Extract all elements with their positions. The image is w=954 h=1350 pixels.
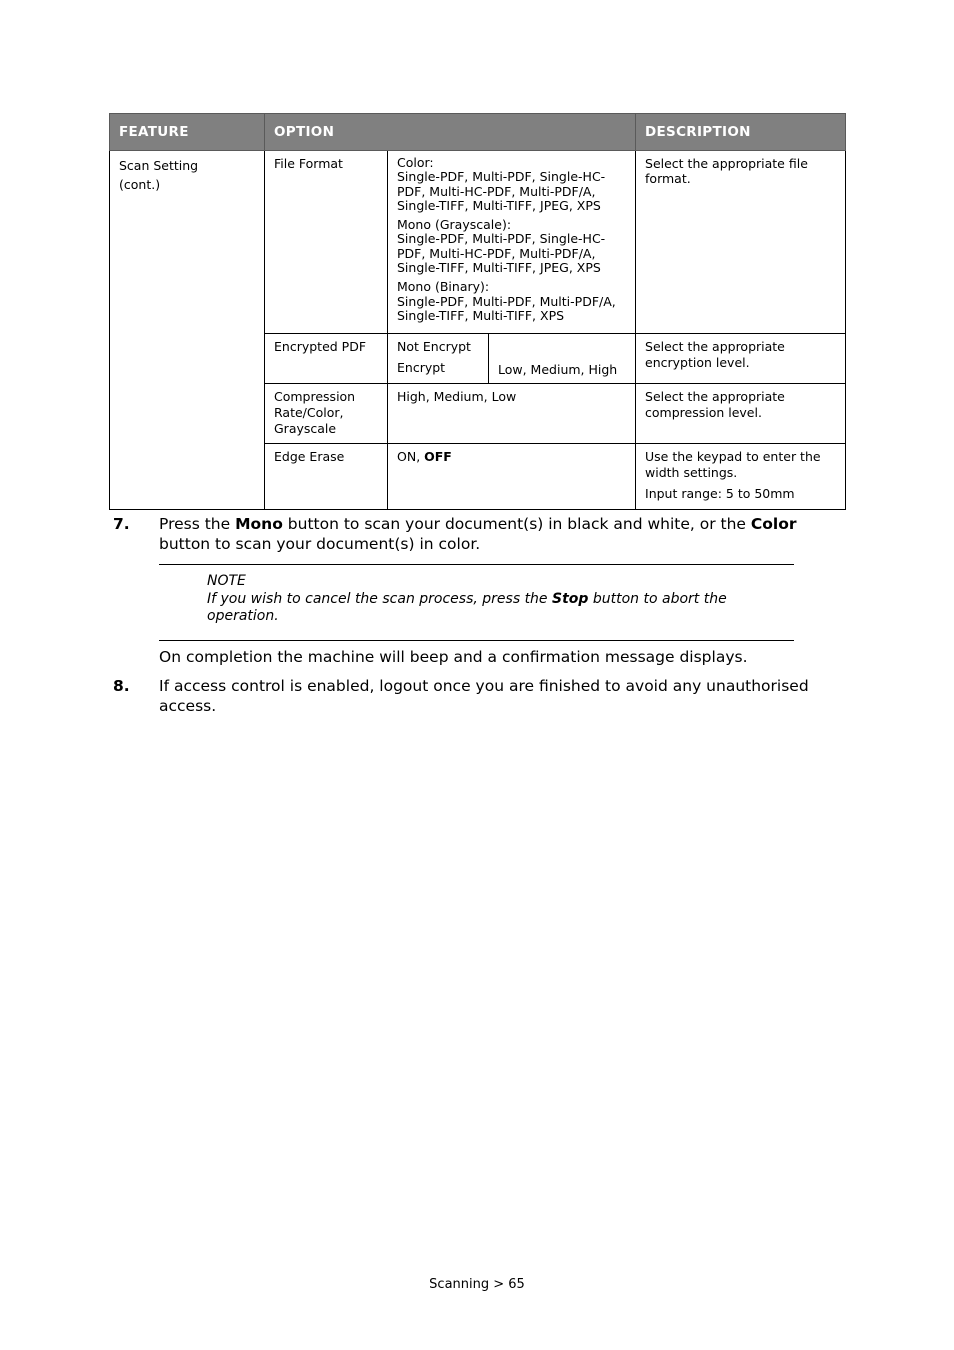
step-text-part: button to scan your document(s) in black and white, or the [282,515,751,533]
step-text [159,514,843,554]
mono-button-ref: Mono [235,515,283,533]
description-line: Select the appropriate [645,339,785,354]
note-title: NOTE [207,573,246,589]
step-text [159,676,843,716]
value-off: OFF [424,449,452,464]
option-label: Encrypted PDF [274,339,367,354]
description-line: Input range: 5 to 50mm [645,486,795,501]
value-line: Encrypt [397,360,446,375]
option-label: Grayscale [274,421,337,436]
value-group-grayscale [397,218,626,275]
table-row [110,151,846,334]
value-line: PDF, Multi-HC-PDF, Multi-PDF/A, [397,245,596,261]
feature-line: (cont.) [119,177,161,192]
table-header-row [110,114,846,151]
header-option: OPTION [265,114,636,151]
value-line: Color: [397,155,434,170]
description-line: Select the appropriate [645,389,785,404]
value-on: ON, [397,449,425,464]
value-line: Single-PDF, Multi-PDF, Single-HC- [397,169,606,185]
option-label: Rate/Color, [274,405,344,420]
step-text-part: If access control is enabled, logout once you are finished to avoid any unauthorised [159,677,809,695]
value-line: Single-TIFF, Multi-TIFF, XPS [397,307,565,323]
value-line: PDF, Multi-HC-PDF, Multi-PDF/A, [397,183,596,199]
value-line: High, Medium, Low [397,389,517,404]
values-cell-right [489,334,636,384]
value-line: Single-PDF, Multi-PDF, Multi-PDF/A, [397,293,616,309]
description-cell [636,444,846,510]
value-line: Single-PDF, Multi-PDF, Single-HC- [397,231,606,247]
description-line: encryption level. [645,355,750,370]
values-cell [388,151,636,334]
value-line: Mono (Binary): [397,279,490,295]
option-label: File Format [274,156,343,171]
values-cell [388,384,636,444]
description-line: Use the keypad to enter the [645,449,821,464]
value-line: Low, Medium, High [498,362,618,377]
values-cell-left [388,334,489,384]
value-line: Single-TIFF, Multi-TIFF, JPEG, XPS [397,197,601,213]
description-line: Select the appropriate file [645,156,808,171]
value-group-color [397,156,626,213]
option-label: Edge Erase [274,449,345,464]
option-cell [265,384,388,444]
feature-line: Scan Setting [119,158,199,173]
option-cell [265,444,388,510]
description-cell [636,384,846,444]
value-line: Not Encrypt [397,339,471,354]
step-number: 8. [113,677,130,695]
stop-button-ref: Stop [552,591,589,607]
step-text-part: Press the [159,515,236,533]
description-para [645,486,836,502]
note-text-part: If you wish to cancel the scan process, press the [207,591,552,607]
note-text-part: button to abort the [588,591,727,607]
value-line: Single-TIFF, Multi-TIFF, JPEG, XPS [397,260,601,276]
scan-settings-table [109,113,846,510]
completion-text: On completion the machine will beep and a confirmation message displays. [159,648,748,666]
option-cell [265,334,388,384]
step-text-part: access. [159,697,217,715]
color-button-ref: Color [750,515,797,533]
header-description: DESCRIPTION [636,114,846,151]
page-footer: Scanning > 65 [429,1277,525,1292]
description-cell [636,151,846,334]
note-text-part: operation. [207,608,279,624]
header-feature: FEATURE [110,114,265,151]
description-para [645,449,836,481]
description-line: width settings. [645,465,738,480]
step-text-part: button to scan your document(s) in color. [159,535,481,553]
description-line: compression level. [645,405,762,420]
description-cell [636,334,846,384]
note-box [159,564,794,641]
value-group-binary [397,280,626,323]
option-label: Compression [274,389,356,404]
feature-cell [110,151,265,510]
value-line: Mono (Grayscale): [397,217,512,233]
option-cell [265,151,388,334]
values-cell [388,444,636,510]
description-line: format. [645,171,691,186]
step-number: 7. [113,515,130,533]
note-text [207,591,777,625]
